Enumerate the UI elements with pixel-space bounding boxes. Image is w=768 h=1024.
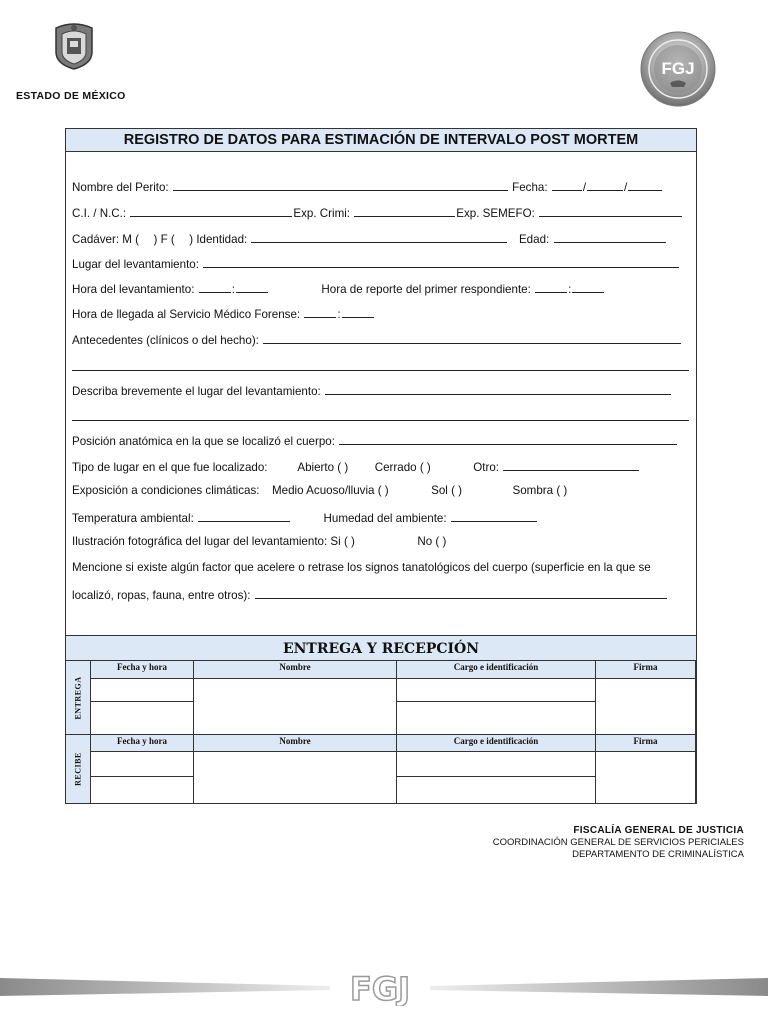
post-mortem-form [65, 128, 697, 804]
perito-label: Nombre del Perito: [72, 181, 169, 194]
exp-crimi-field[interactable] [354, 205, 455, 217]
humedad-label: Humedad del ambiente: [323, 512, 447, 525]
row-tipo-lugar [72, 459, 640, 475]
antecedentes-extra-line[interactable] [72, 370, 689, 371]
entrega-recepcion-title: ENTREGA Y RECEPCIÓN [66, 635, 696, 661]
row-lugar [72, 256, 680, 272]
exposicion-label: Exposición a condiciones climáticas: [72, 484, 260, 497]
entrega-cargo-cell-2[interactable] [397, 702, 596, 735]
ci-label: C.I. / N.C.: [72, 207, 127, 220]
fecha-month-field[interactable] [587, 179, 623, 191]
antecedentes-field[interactable] [263, 332, 681, 344]
perito-field[interactable] [173, 179, 508, 191]
entrega-table [66, 661, 696, 735]
describa-extra-line[interactable] [72, 420, 689, 421]
row-ilustracion [72, 535, 446, 549]
recibe-firma-cell[interactable] [596, 752, 696, 803]
row-temperatura [72, 510, 538, 526]
exp-crimi-label: Exp. Crimi: [293, 207, 351, 220]
footer-line-1: FISCALÍA GENERAL DE JUSTICIA [573, 825, 744, 836]
recibe-col-cargo: Cargo e identificación [397, 735, 596, 752]
lugar-field[interactable] [203, 256, 679, 268]
ci-field[interactable] [130, 205, 292, 217]
temperatura-label: Temperatura ambiental: [72, 512, 194, 525]
sex-f-label: ) F ( [153, 233, 175, 246]
entrega-fecha-cell-2[interactable] [91, 702, 194, 735]
seal-label: FGJ [661, 59, 695, 78]
row-llegada: Hora de llegada al Servicio Médico Forense: : [72, 306, 375, 322]
recibe-col-firma: Firma [596, 735, 696, 752]
entrega-col-fecha: Fecha y hora [91, 661, 194, 679]
hora-levantamiento-h-field[interactable] [199, 281, 231, 293]
identidad-label: Identidad: [196, 233, 248, 246]
hora-reporte-h-field[interactable] [535, 281, 567, 293]
hora-reporte-label: Hora de reporte del primer respondiente: [321, 283, 531, 296]
cadaver-label: Cadáver: M ( [72, 233, 140, 246]
edad-field[interactable] [554, 231, 666, 243]
entrega-col-firma: Firma [596, 661, 696, 679]
sol-option[interactable]: Sol ( ) [431, 484, 463, 497]
hora-reporte-m-field[interactable] [572, 281, 604, 293]
fecha-day-field[interactable] [552, 179, 582, 191]
fgj-bottom-bar [0, 970, 768, 1006]
entrega-nombre-cell[interactable] [194, 679, 397, 735]
abierto-option[interactable]: Abierto ( ) [297, 461, 349, 474]
row-horas: Hora del levantamiento: : Hora de reporte del primer respondiente: : [72, 281, 605, 297]
recibe-nombre-cell[interactable] [194, 752, 397, 803]
entrega-firma-cell[interactable] [596, 679, 696, 735]
antecedentes-label: Antecedentes (clínicos o del hecho): [72, 334, 259, 347]
mencione-label: Mencione si existe algún factor que acelere o retrase los signos tanatológicos del cuerpo (superficie en la que se [72, 561, 651, 574]
exp-semefo-field[interactable] [539, 205, 682, 217]
otro-label: Otro: [473, 461, 500, 474]
hora-llegada-label: Hora de llegada al Servicio Médico Forense: [72, 308, 301, 321]
hora-llegada-h-field[interactable] [304, 306, 336, 318]
institution-footer [493, 825, 744, 861]
hora-llegada-m-field[interactable] [342, 306, 374, 318]
row-localizo [72, 587, 668, 603]
recibe-fecha-cell-2[interactable] [91, 777, 194, 803]
humedad-field[interactable] [451, 510, 537, 522]
tipo-lugar-label: Tipo de lugar en el que fue localizado: [72, 461, 268, 474]
coat-of-arms-icon [52, 22, 96, 70]
entrega-side-label: ENTREGA [66, 661, 91, 735]
row-antecedentes [72, 332, 682, 348]
localizo-label: localizó, ropas, fauna, entre otros): [72, 589, 251, 602]
posicion-label: Posición anatómica en la que se localizó el cuerpo: [72, 435, 335, 448]
medio-acuoso-option[interactable]: Medio Acuoso/lluvia ( ) [272, 484, 389, 497]
form-title: REGISTRO DE DATOS PARA ESTIMACIÓN DE INTERVALO POST MORTEM [66, 129, 696, 152]
state-name: ESTADO DE MÉXICO [16, 90, 126, 102]
entrega-col-cargo: Cargo e identificación [397, 661, 596, 679]
paren-close: ) [189, 233, 194, 246]
row-posicion [72, 433, 678, 449]
identidad-field[interactable] [251, 231, 507, 243]
row-mencione [72, 561, 651, 575]
recibe-cargo-cell-2[interactable] [397, 777, 596, 803]
entrega-cargo-cell-1[interactable] [397, 679, 596, 702]
describa-label: Describa brevemente el lugar del levantamiento: [72, 385, 321, 398]
footer-line-2: COORDINACIÓN GENERAL DE SERVICIOS PERICIALES [492, 837, 744, 848]
row-perito: Nombre del Perito: Fecha: / / [72, 179, 663, 195]
otro-field[interactable] [503, 459, 639, 471]
row-ci [72, 205, 683, 221]
ilustracion-no-option[interactable]: No ( ) [417, 535, 447, 548]
row-describa [72, 383, 672, 399]
ilustracion-si-option[interactable]: Ilustración fotográfica del lugar del levantamiento: Si ( ) [72, 535, 355, 548]
sombra-option[interactable]: Sombra ( ) [512, 484, 568, 497]
exp-semefo-label: Exp. SEMEFO: [456, 207, 535, 220]
recibe-cargo-cell-1[interactable] [397, 752, 596, 777]
hora-levantamiento-label: Hora del levantamiento: [72, 283, 195, 296]
row-cadaver [72, 231, 667, 247]
temperatura-field[interactable] [198, 510, 290, 522]
edad-label: Edad: [518, 233, 550, 246]
fecha-label: Fecha: [512, 181, 548, 194]
footer-line-3: DEPARTAMENTO DE CRIMINALÍSTICA [572, 849, 744, 860]
fgj-footer-logo: FGJ [349, 970, 411, 1006]
row-exposicion [72, 484, 567, 498]
hora-levantamiento-m-field[interactable] [236, 281, 268, 293]
lugar-label: Lugar del levantamiento: [72, 258, 199, 271]
recibe-side-label: RECIBE [66, 735, 91, 803]
posicion-field[interactable] [339, 433, 677, 445]
recibe-fecha-cell-1[interactable] [91, 752, 194, 777]
entrega-fecha-cell-1[interactable] [91, 679, 194, 702]
recibe-table [66, 735, 696, 803]
fgj-seal-icon [640, 31, 716, 107]
localizo-field[interactable] [255, 587, 667, 599]
entrega-col-nombre: Nombre [194, 661, 397, 679]
describa-field[interactable] [325, 383, 671, 395]
cerrado-option[interactable]: Cerrado ( ) [374, 461, 431, 474]
recibe-col-fecha: Fecha y hora [91, 735, 194, 752]
recibe-col-nombre: Nombre [194, 735, 397, 752]
fecha-year-field[interactable] [628, 179, 662, 191]
estado-de-mexico-logo [16, 22, 136, 102]
